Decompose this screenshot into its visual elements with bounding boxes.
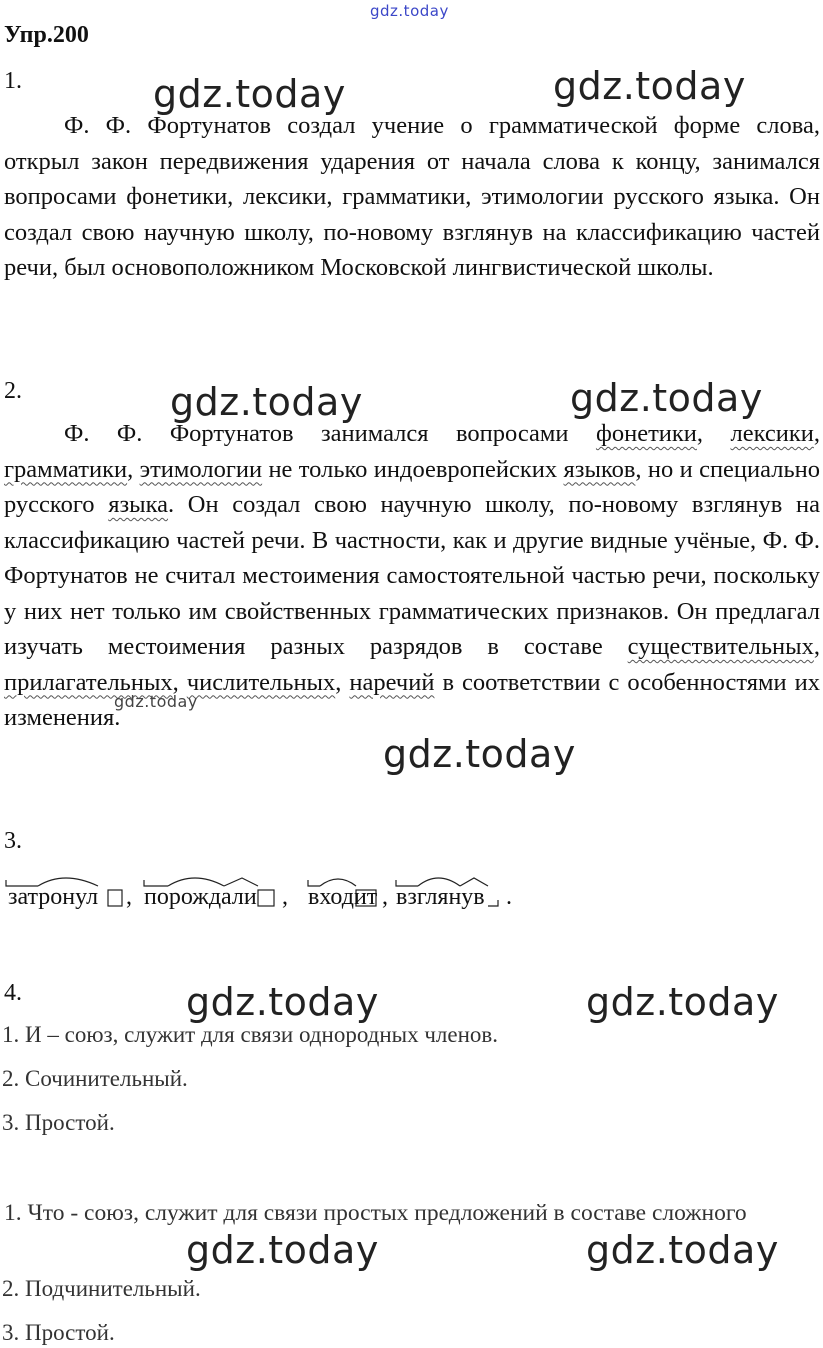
parsed-word: входит (308, 884, 378, 910)
answer-line: 2. Сочинительный. (2, 1066, 188, 1091)
answer-line: 3. Простой. (2, 1320, 115, 1345)
text-run: , но и специально русского (4, 455, 821, 518)
section-1-paragraph (4, 108, 820, 286)
watermark: gdz.today (553, 64, 746, 108)
section-2-paragraph (4, 416, 820, 736)
underlined-word: существительных (627, 633, 814, 660)
parsed-word: затронул (8, 884, 99, 910)
underlined-word: грамматики (4, 455, 128, 483)
text-run: в соответствии с особенностями их изменения. (4, 668, 820, 731)
section-4-number: 4. (4, 980, 22, 1006)
underlined-word: языков (563, 455, 636, 483)
watermark: gdz.today (586, 1228, 779, 1272)
watermark: gdz.today (186, 1228, 379, 1272)
comma: , (282, 884, 288, 910)
comma: , (382, 884, 388, 910)
exercise-title: Упр.200 (4, 22, 89, 48)
section-2-number: 2. (4, 378, 22, 404)
text-run: , (813, 420, 820, 447)
comma: , (126, 884, 132, 910)
text-run: , (172, 668, 187, 696)
text-run: , (813, 633, 820, 660)
text-run: не только индоевропейских (262, 455, 564, 483)
text-run: , (127, 455, 140, 483)
answer-line: 2. Подчинительный. (2, 1276, 201, 1301)
parsed-word: порождали (144, 884, 257, 910)
watermark: gdz.today (170, 380, 363, 424)
answer-line-wrapped (4, 1194, 820, 1232)
watermark: gdz.today (383, 732, 576, 776)
parsed-word: взглянув (396, 884, 485, 910)
text-run: Ф. Ф. Фортунатов занимался вопросами (64, 420, 596, 447)
answer-line: 1. И – союз, служит для связи однородных членов. (2, 1022, 499, 1047)
period: . (506, 884, 512, 910)
answer-line: 3. Простой. (2, 1110, 115, 1135)
top-watermark: gdz.today (370, 2, 449, 20)
underlined-word: этимологии (139, 455, 263, 483)
section-1-text: Ф. Ф. Фортунатов создал учение о грамматической форме слова, открыл закон передвижения ударения от начала слова к концу, занимался вопросами фонетики, лексики, грамматики, этимологии русского языка. Он создал свою научную школу, по-новому взглянув на классификацию частей речи, был основоположником Московской лингвистической школы. (4, 112, 820, 281)
text-run: , (335, 668, 350, 696)
text-run: , (696, 420, 731, 447)
underlined-word: лексики (730, 420, 814, 447)
text-run: . Он создал свою научную школу, по-новому взглянув на классификацию частей речи. В частности, как и другие видные учёные, Ф. Ф. Фортунатов не считал местоимения самостоятельной частью речи, поскольку у них нет только им свойственных грамматических признаков. Он предлагал изучать местоимения разных разрядов в составе (4, 491, 820, 660)
section-2-text (4, 416, 820, 736)
section-1-number: 1. (4, 68, 22, 94)
watermark: gdz.today (186, 980, 379, 1024)
watermark-small: gdz.today (114, 692, 198, 711)
watermark: gdz.today (570, 376, 763, 420)
underlined-word: наречий (349, 668, 435, 696)
underlined-word: числительных (186, 668, 336, 696)
watermark: gdz.today (153, 72, 346, 116)
answer-text: 1. Что - союз, служит для связи простых предложений в составе сложного (4, 1200, 747, 1226)
underlined-word: языка (108, 491, 169, 518)
section-3-number: 3. (4, 828, 22, 854)
underlined-word: фонетики (595, 420, 697, 447)
underlined-word: прилагательных (4, 668, 173, 696)
watermark: gdz.today (586, 980, 779, 1024)
